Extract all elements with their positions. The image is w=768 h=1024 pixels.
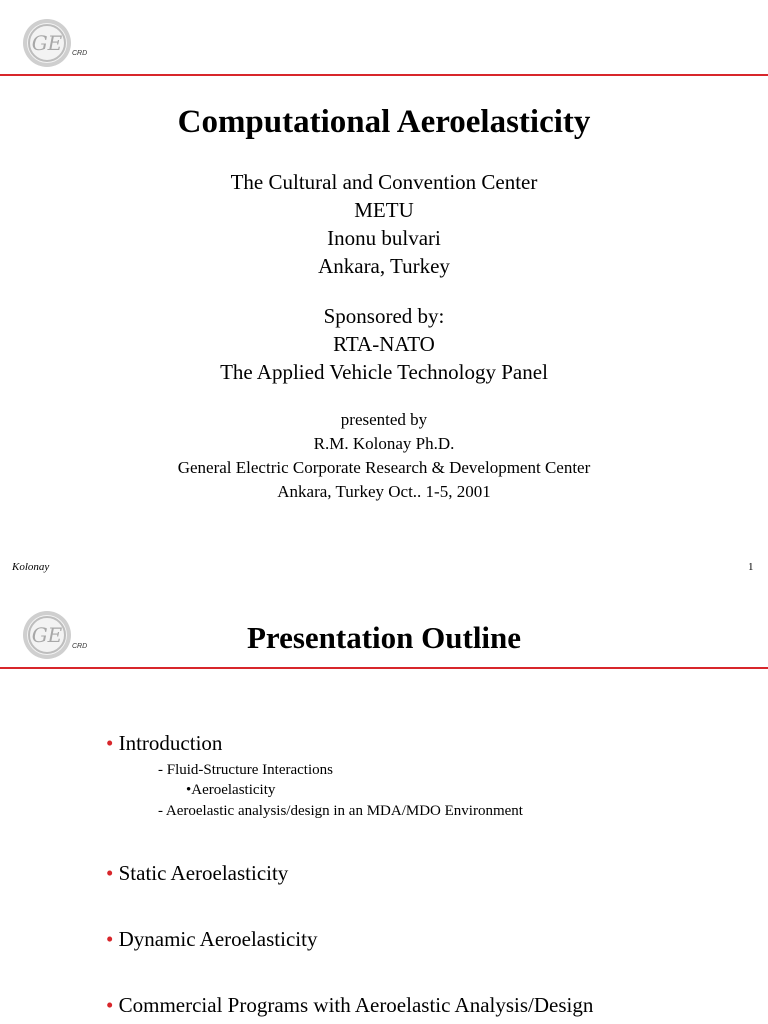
outline-subitem: •Aeroelasticity xyxy=(186,782,276,798)
outline-item xyxy=(106,993,593,1018)
presenter-block xyxy=(0,408,768,504)
slide2-title: Presentation Outline xyxy=(246,620,522,655)
outline-item-label: Introduction xyxy=(118,731,223,755)
bullet-icon: • xyxy=(106,927,114,951)
venue-line: METU xyxy=(354,198,414,222)
logo-monogram: GE xyxy=(31,623,63,647)
bullet-icon: • xyxy=(106,731,114,755)
header-divider xyxy=(0,667,768,669)
bullet-icon: • xyxy=(106,993,114,1017)
sponsor-line: Sponsored by: xyxy=(323,304,445,328)
outline-item-label: Dynamic Aeroelasticity xyxy=(118,927,318,951)
presenter-line: presented by xyxy=(340,410,428,429)
outline-item xyxy=(106,927,317,952)
sponsor-block xyxy=(0,302,768,386)
venue-block xyxy=(0,168,768,280)
venue-line: Inonu bulvari xyxy=(327,226,441,250)
outline-item-label: Static Aeroelasticity xyxy=(118,861,289,885)
outline-subitem: - Aeroelastic analysis/design in an MDA/MDO Environment xyxy=(158,803,523,819)
logo-monogram: GE xyxy=(31,31,63,55)
logo-unit-label: CRD xyxy=(72,643,88,650)
outline-item xyxy=(106,861,288,886)
venue-line: The Cultural and Convention Center xyxy=(230,170,538,194)
footer-author: Kolonay xyxy=(12,561,50,573)
venue-line: Ankara, Turkey xyxy=(318,254,450,278)
presenter-line: General Electric Corporate Research & Development Center xyxy=(177,458,591,477)
bullet-icon: • xyxy=(106,861,114,885)
outline-item-label: Commercial Programs with Aeroelastic Analysis/Design xyxy=(118,993,594,1017)
presenter-line: Ankara, Turkey Oct.. 1-5, 2001 xyxy=(277,482,491,501)
logo-unit-label: CRD xyxy=(72,50,88,57)
sponsor-line: The Applied Vehicle Technology Panel xyxy=(220,360,548,384)
presenter-line: R.M. Kolonay Ph.D. xyxy=(313,434,455,453)
ge-logo-icon xyxy=(22,18,72,68)
outline-item xyxy=(106,731,222,756)
outline-subitem: - Fluid-Structure Interactions xyxy=(158,762,333,778)
sponsor-line: RTA-NATO xyxy=(333,332,435,356)
page-number: 1 xyxy=(748,561,754,573)
header-divider xyxy=(0,74,768,76)
slide1-title: Computational Aeroelasticity xyxy=(177,104,591,140)
